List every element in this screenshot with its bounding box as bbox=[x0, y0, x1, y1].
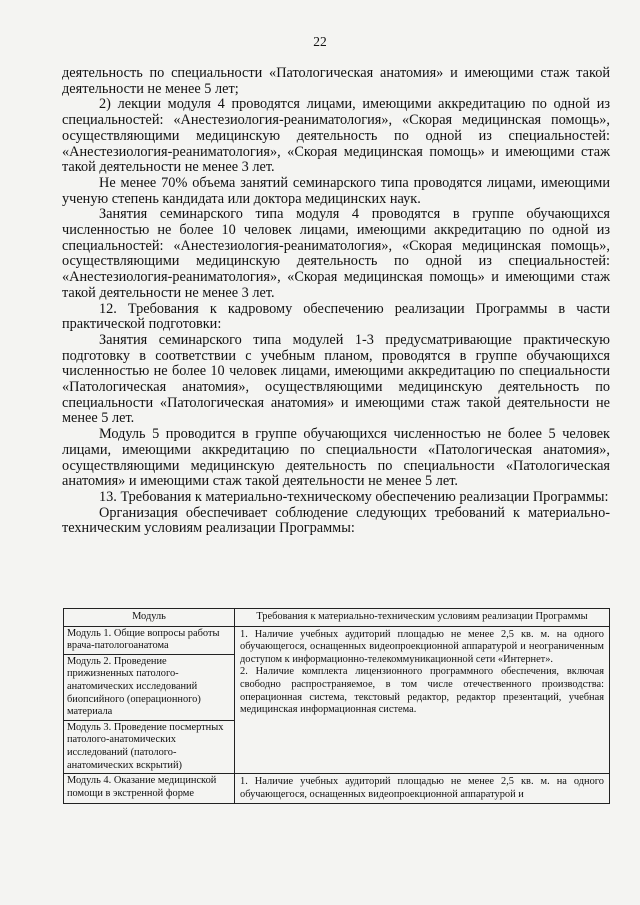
requirement-item: 2. Наличие комплекта лицензионного программного обеспечения, включая свободно распространяемое, в том числе отечественного производства: операционная система, текстовый редактор, редактор презентаций, учебная медицинская информационная система. bbox=[240, 666, 604, 716]
module-4-cell bbox=[64, 774, 235, 804]
body-text bbox=[62, 66, 610, 537]
header-module: Модуль bbox=[64, 609, 235, 627]
table-row bbox=[64, 774, 610, 804]
page-number: 22 bbox=[313, 34, 327, 49]
header-requirements: Требования к материально-техническим условиям реализации Программы bbox=[235, 609, 610, 627]
requirement-item: 1. Наличие учебных аудиторий площадью не менее 2,5 кв. м. на одного обучающегося, оснащенных видеопроекционной аппаратурой и неограниченным доступом к информационно-телекоммуникационной сети «Интернет». bbox=[240, 628, 604, 665]
paragraph: Организация обеспечивает соблюдение следующих требований к материально-техническим условиям реализации Программы: bbox=[62, 504, 610, 537]
module-3-label: Модуль 3. Проведение посмертных патолого-анатомических исследований (патолого-анатомических вскрытий) bbox=[67, 721, 224, 771]
paragraph: Занятия семинарского типа модуля 4 проводятся в группе обучающихся численностью не более 10 человек лицами, имеющими аккредитацию по одной из специальностей: «Анестезиология-реаниматология», «Скорая медицинская помощь», осуществляющими медицинскую деятельность по одной из специальностей: «Анестезиология-реаниматология», «Скорая медицинская помощь» и имеющими стаж такой деятельности не менее 3 лет. bbox=[62, 206, 610, 301]
module-2-cell bbox=[64, 654, 235, 720]
section-heading-12: 12. Требования к кадровому обеспечению реализации Программы в части практической подготовки: bbox=[62, 300, 610, 333]
module-4-label: Модуль 4. Оказание медицинской помощи в экстренной форме bbox=[67, 775, 217, 799]
section-heading-13: 13. Требования к материально-техническому обеспечению реализации Программы: bbox=[99, 488, 609, 505]
module-1-cell bbox=[64, 626, 235, 654]
requirements-module-4 bbox=[235, 774, 610, 804]
module-1-label: Модуль 1. Общие вопросы работы врача-патологоанатома bbox=[67, 627, 220, 652]
module-2-label: Модуль 2. Проведение прижизненных патолого-анатомических исследований биопсийного (операционного) материала bbox=[67, 655, 201, 718]
module-3-cell bbox=[64, 720, 235, 773]
paragraph: 2) лекции модуля 4 проводятся лицами, имеющими аккредитацию по одной из специальностей: «Анестезиология-реаниматология», «Скорая медицинская помощь», осуществляющими медицинскую деятельность по одной из специальностей: «Анестезиология-реаниматология», «Скорая медицинская помощь» и имеющими стаж такой деятельности не менее 3 лет. bbox=[62, 96, 610, 176]
requirements-table bbox=[63, 608, 610, 804]
paragraph: Занятия семинарского типа модулей 1-3 предусматривающие практическую подготовку в соответствии с учебным планом, проводятся в группе обучающихся численностью не более 10 человек лицами, имеющими аккредитацию по специальности «Патологическая анатомия», осуществляющими медицинскую деятельность по специальности «Патологическая анатомия» и имеющими стаж такой деятельности не менее 5 лет. bbox=[62, 331, 610, 427]
requirements-modules-1-3 bbox=[235, 626, 610, 774]
requirement-item: 1. Наличие учебных аудиторий площадью не менее 2,5 кв. м. на одного обучающегося, оснащенных видеопроекционной аппаратурой и bbox=[240, 776, 604, 800]
paragraph: Модуль 5 проводится в группе обучающихся численностью не более 5 человек лицами, имеющими аккредитацию по специальности «Патологическая анатомия», осуществляющими медицинскую деятельность по специальности «Патологическая анатомия» и имеющими стаж такой деятельности не менее 5 лет. bbox=[62, 426, 610, 490]
paragraph: деятельность по специальности «Патологическая анатомия» и имеющими стаж такой деятельности не менее 5 лет; bbox=[62, 65, 610, 97]
table-header-row bbox=[64, 609, 610, 627]
paragraph: Не менее 70% объема занятий семинарского типа проводятся лицами, имеющими ученую степень кандидата или доктора медицинских наук. bbox=[62, 174, 610, 207]
table-row bbox=[64, 626, 610, 654]
